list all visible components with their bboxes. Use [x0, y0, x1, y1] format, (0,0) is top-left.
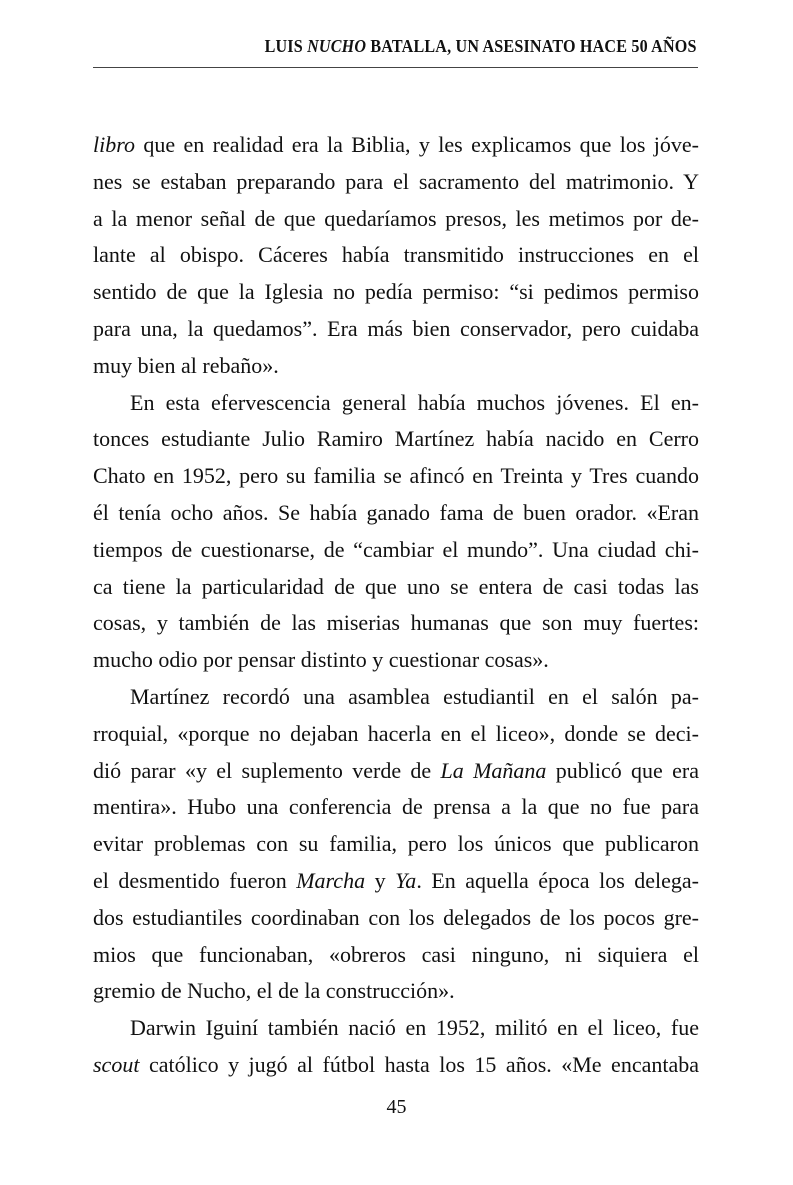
- text-line: nes se estaban preparando para el sacramento del matrimonio. Y: [93, 168, 699, 194]
- text-line: mentira». Hubo una conferencia de prensa a la que no fue para: [93, 794, 699, 820]
- text-line: sentido de que la Iglesia no pedía permiso: “si pedimos permiso: [93, 279, 699, 305]
- text-line: a la menor señal de que quedaríamos presos, les metimos por de-: [93, 205, 699, 231]
- text-line: tonces estudiante Julio Ramiro Martínez había nacido en Cerro: [93, 426, 699, 452]
- text-line: evitar problemas con su familia, pero los únicos que publicaron: [93, 831, 699, 857]
- text-line: libro que en realidad era la Biblia, y les explicamos que los jóve-: [93, 132, 699, 157]
- text-line: Darwin Iguiní también nació en 1952, militó en el liceo, fue: [130, 1015, 699, 1041]
- running-head-italic: NUCHO: [307, 36, 367, 56]
- header-rule: [93, 67, 698, 68]
- text-line: dos estudiantiles coordinaban con los delegados de los pocos gre-: [93, 904, 699, 930]
- text-line: ca tiene la particularidad de que uno se entera de casi todas las: [93, 573, 699, 599]
- running-head: LUIS NUCHO BATALLA, UN ASESINATO HACE 50 AÑOS: [264, 36, 697, 56]
- text-line: mucho odio por pensar distinto y cuestionar cosas».: [93, 647, 549, 673]
- text-line: scout católico y jugó al fútbol hasta los 15 años. «Me encantaba: [93, 1051, 699, 1077]
- text-line: tiempos de cuestionarse, de “cambiar el mundo”. Una ciudad chi-: [93, 536, 699, 562]
- text-line: dió parar «y el suplemento verde de La Mañana publicó que era: [93, 757, 699, 783]
- text-line: él tenía ocho años. Se había ganado fama de buen orador. «Eran: [93, 499, 699, 525]
- text-line: cosas, y también de las miserias humanas que son muy fuertes:: [93, 610, 699, 636]
- text-line: Martínez recordó una asamblea estudiantil en el salón pa-: [130, 683, 699, 709]
- text-line: para una, la quedamos”. Era más bien conservador, pero cuidaba: [93, 315, 699, 341]
- text-line: el desmentido fueron Marcha y Ya. En aquella época los delega-: [93, 867, 699, 893]
- text-line: muy bien al rebaño».: [93, 352, 279, 378]
- text-line: Chato en 1952, pero su familia se afincó en Treinta y Tres cuando: [93, 463, 699, 489]
- text-line: En esta efervescencia general había muchos jóvenes. El en-: [130, 389, 699, 415]
- text-line: lante al obispo. Cáceres había transmitido instrucciones en el: [93, 242, 699, 268]
- text-line: mios que funcionaban, «obreros casi ninguno, ni siquiera el: [93, 941, 699, 967]
- text-line: gremio de Nucho, el de la construcción».: [93, 978, 455, 1004]
- text-line: rroquial, «porque no dejaban hacerla en el liceo», donde se deci-: [93, 720, 699, 746]
- body-text: [93, 127, 699, 1084]
- page-number: 45: [386, 1096, 407, 1118]
